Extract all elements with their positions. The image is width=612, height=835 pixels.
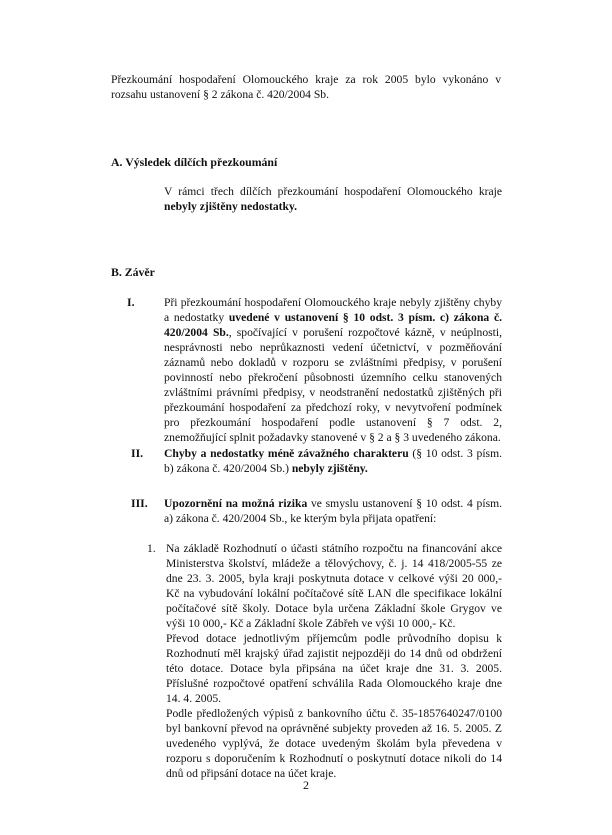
item-2-text-bold2: nebyly zjištěny. — [291, 462, 368, 475]
section-a-text-bold: nebyly zjištěny nedostatky. — [164, 200, 298, 213]
item-3-text — [164, 496, 502, 526]
section-a-text-normal: V rámci třech dílčích přezkoumání hospodaření Olomouckého kraje — [164, 185, 502, 198]
section-b-heading: B. Závěr — [111, 265, 155, 279]
item-2-text-normal: (§ 10 odst. 3 písm. b) zákona č. 420/2004 Sb.) — [164, 447, 502, 475]
item-2-text — [164, 446, 502, 476]
item-3-text-bold: Upozornění na možná rizika — [164, 497, 308, 510]
section-a-text — [164, 184, 502, 214]
item-1-text-part1: Při přezkoumání hospodaření Olomouckého kraje nebyly zjištěny chyby a nedostatky — [164, 296, 502, 324]
item-2-text-bold1: Chyby a nedostatky méně závažného charakteru — [164, 447, 409, 460]
page-number: 2 — [303, 778, 309, 792]
item-3-numeral: III. — [131, 496, 148, 510]
item-2-numeral: II. — [131, 446, 144, 460]
intro-paragraph: Přezkoumání hospodaření Olomouckého kraje za rok 2005 bylo vykonáno v rozsahu ustanovení § 2 zákona č. 420/2004 Sb. — [111, 73, 501, 101]
item-1-text-bold: uvedené v ustanovení § 10 odst. 3 písm. c) zákona č. 420/2004 Sb. — [164, 311, 502, 339]
point-1-paragraph-3: Podle předložených výpisů z bankovního účtu č. 35-1857640247/0100 byl bankovní převod na oprávněné subjekty proveden až 16. 5. 2005. Z uvedeného vyplývá, že dotace uvedeným školám byla převedena v rozporu s doporučením k Rozhodnutí o poskytnutí dotace nikoli do 14 dnů od připsání dotace na účet kraje. — [166, 707, 502, 780]
item-1-text-part2: , spočívající v porušení rozpočtové kázně, v neúplnosti, nesprávnosti nebo neprůkaznosti vedení účetnictví, v pozměňování záznamů nebo dokladů v rozporu se zvláštními předpisy, v porušení povinností nebo překročení působnosti územního celku stanovených zvláštními právními předpisy, v neodstranění nedostatků zjištěných při přezkoumání hospodaření za předchozí roky, v nevytvoření podmínek pro přezkoumání hospodaření podle ustanovení § 7 odst. 2, znemožňující splnit požadavky stanovené v § 2 a § 3 uvedeného zákona. — [164, 326, 502, 444]
point-1-paragraph-2: Převod dotace jednotlivým příjemcům podle průvodního dopisu k Rozhodnutí měl krajský úřad zajistit nejpozději do 14 dnů od obdržení této dotace. Dotace byla připsána na účet kraje dne 31. 3. 2005. Příslušné rozpočtové opatření schválila Rada Olomouckého kraje dne 14. 4. 2005. — [166, 632, 502, 705]
point-1-number: 1. — [147, 542, 156, 555]
item-1-numeral: I. — [127, 295, 135, 309]
item-3-text-normal: ve smyslu ustanovení § 10 odst. 4 písm. a) zákona č. 420/2004 Sb., ke kterým byla přijata opatření: — [164, 497, 503, 525]
section-a-heading: A. Výsledek dílčích přezkoumání — [111, 155, 278, 169]
point-1-body — [166, 541, 502, 781]
point-1-paragraph-1: Na základě Rozhodnutí o účasti státního rozpočtu na financování akce Ministerstva školství, mládeže a tělovýchovy, č. j. 14 418/2005-55 ze dne 23. 3. 2005, byla kraji poskytnuta dotace v celkové výši 20 000,- Kč na vybudování lokální počítačové sítě LAN dle specifikace lokální počítačové sítě školy. Dotace byla určena Základní škole Grygov ve výši 10 000,- Kč a Základní škole Zábřeh ve výši 10 000,- Kč. — [166, 542, 502, 630]
item-1-text — [164, 295, 502, 445]
